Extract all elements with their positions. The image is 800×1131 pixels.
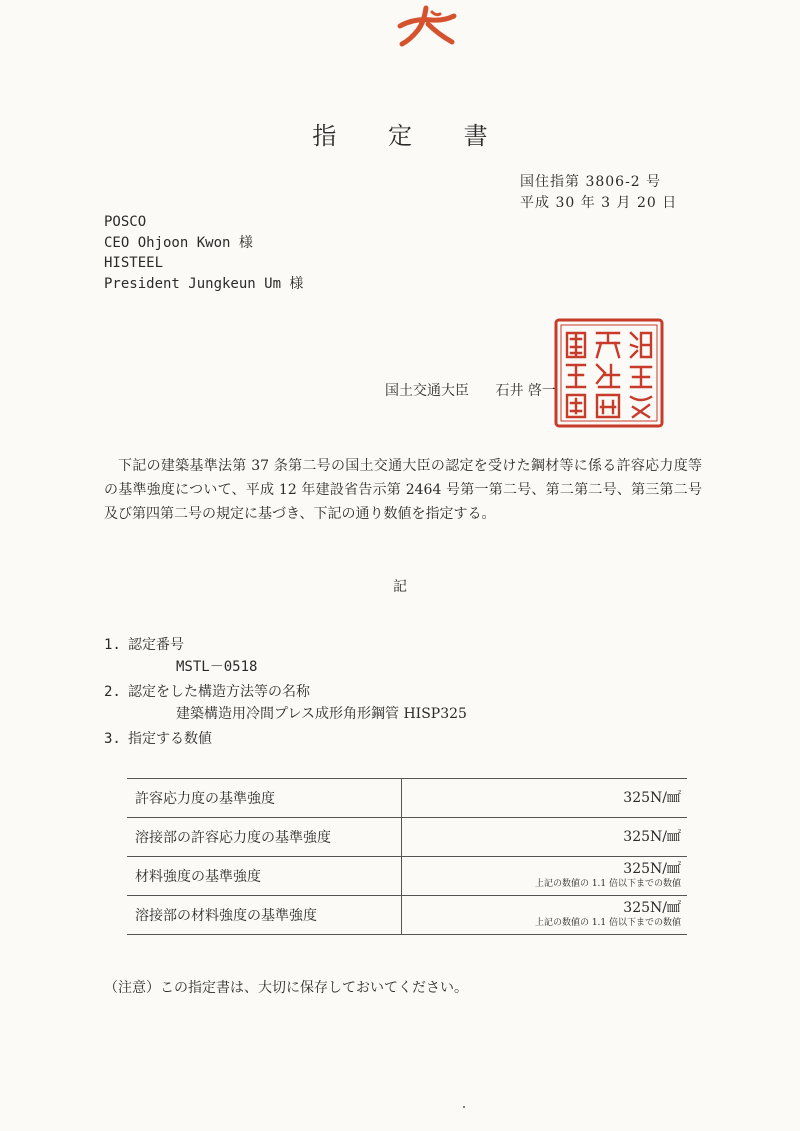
reference-block bbox=[520, 172, 677, 214]
addressee-block bbox=[104, 212, 303, 294]
table-row bbox=[127, 857, 687, 896]
addressee-line: President Jungkeun Um 様 bbox=[104, 275, 304, 292]
ki-heading: 記 bbox=[393, 579, 407, 595]
table-cell-label: 材料強度の基準強度 bbox=[127, 857, 402, 896]
item-value: 建築構造用冷間プレス成形角形鋼管 HISP325 bbox=[176, 706, 467, 722]
item-number: 1. bbox=[104, 637, 121, 653]
item-label: 認定番号 bbox=[128, 637, 184, 653]
values-table bbox=[127, 778, 687, 935]
table-cell-label: 溶接部の許容応力度の基準強度 bbox=[127, 818, 402, 857]
list-item bbox=[104, 681, 467, 725]
table-cell-value: 325N/㎟ bbox=[402, 818, 688, 857]
item-number: 3. bbox=[104, 731, 121, 747]
table-cell-label: 許容応力度の基準強度 bbox=[127, 779, 402, 818]
table-cell-value: 325N/㎟ 上記の数値の 1.1 倍以下までの数値 bbox=[402, 857, 688, 896]
table-cell-value: 325N/㎟ bbox=[402, 779, 688, 818]
table-row bbox=[127, 818, 687, 857]
list-item bbox=[104, 728, 467, 750]
caution-note: （注意）この指定書は、大切に保存しておいてください。 bbox=[104, 980, 468, 996]
top-stamp-mark-icon bbox=[392, 4, 462, 48]
table-cell-note: 上記の数値の 1.1 倍以下までの数値 bbox=[534, 879, 681, 889]
body-paragraph: 下記の建築基準法第 37 条第二号の国土交通大臣の認定を受けた鋼材等に係る許容応力度等の基準強度について、平成 12 年建設省告示第 2464 号第一第二号、第二第二号、第三第二号及び第四第二号の規定に基づき、下記の通り数値を指定する。 bbox=[104, 458, 702, 522]
list-item bbox=[104, 634, 467, 678]
reference-number: 国住指第 3806-2 号 bbox=[520, 174, 662, 190]
item-label: 認定をした構造方法等の名称 bbox=[128, 684, 310, 700]
table-row bbox=[127, 779, 687, 818]
table-cell-note: 上記の数値の 1.1 倍以下までの数値 bbox=[534, 918, 681, 928]
item-number: 2. bbox=[104, 684, 121, 700]
scan-speck bbox=[463, 1106, 465, 1108]
issue-date: 平成 30 年 3 月 20 日 bbox=[520, 195, 678, 211]
addressee-line: POSCO bbox=[104, 214, 147, 230]
addressee-line: CEO Ohjoon Kwon 様 bbox=[104, 234, 253, 251]
issuer-name: 石井 啓一 bbox=[495, 383, 556, 399]
document-title: 指 定 書 bbox=[312, 122, 510, 150]
issuer-line bbox=[385, 380, 578, 400]
table-row bbox=[127, 896, 687, 935]
addressee-line: HISTEEL bbox=[104, 255, 164, 271]
item-list bbox=[104, 634, 467, 753]
table-cell-value: 325N/㎟ 上記の数値の 1.1 倍以下までの数値 bbox=[402, 896, 688, 935]
issuer-title: 国土交通大臣 bbox=[385, 383, 469, 399]
table-cell-label: 溶接部の材料強度の基準強度 bbox=[127, 896, 402, 935]
official-seal-icon bbox=[553, 317, 665, 429]
item-value: MSTL－0518 bbox=[176, 659, 258, 675]
item-label: 指定する数値 bbox=[128, 731, 212, 747]
